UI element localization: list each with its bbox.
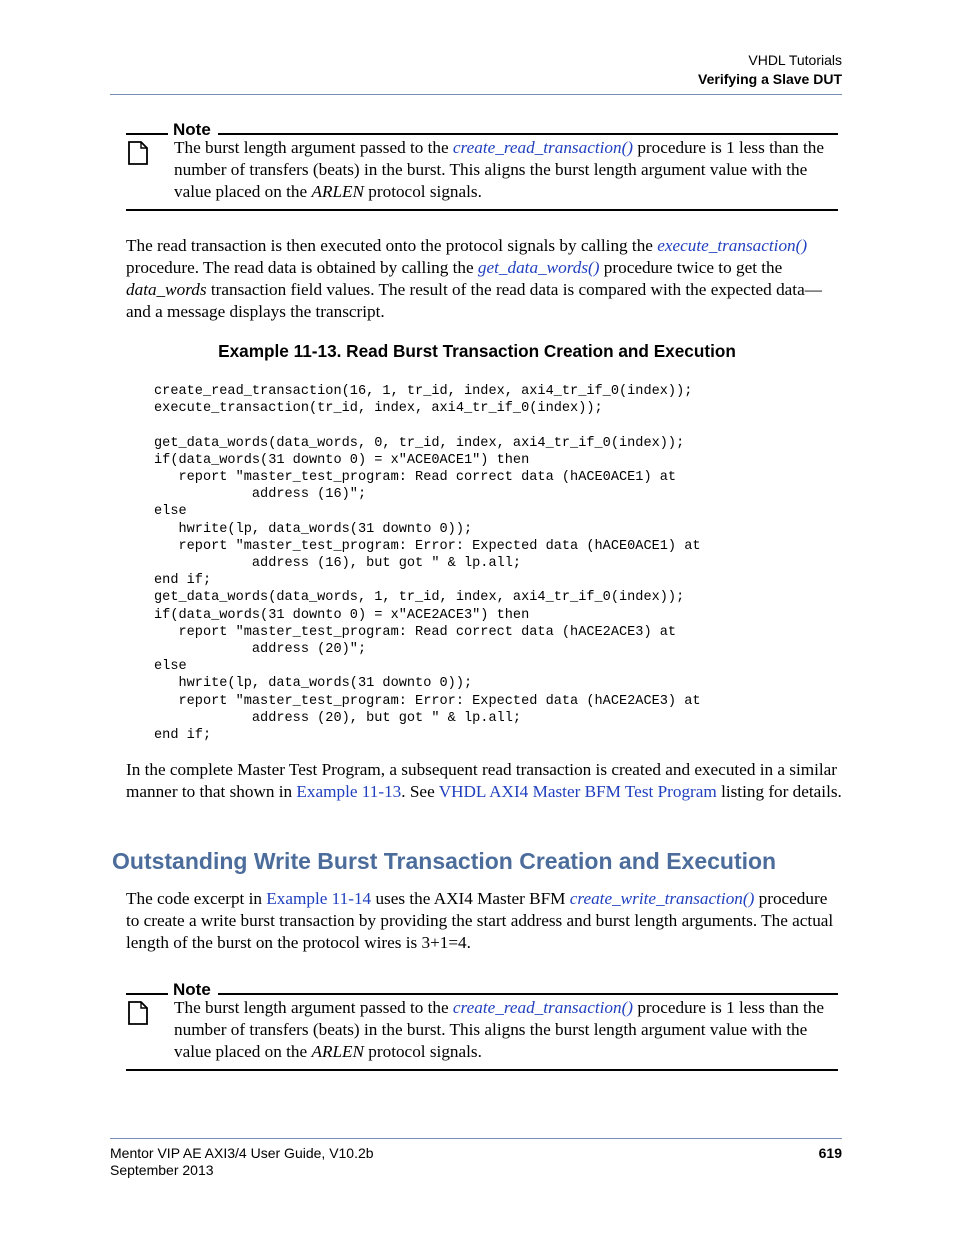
vhdl-axi4-master-bfm-test-program-link[interactable]: VHDL AXI4 Master BFM Test Program <box>438 782 717 801</box>
page-number: 619 <box>818 1145 842 1161</box>
code-listing: create_read_transaction(16, 1, tr_id, index, axi4_tr_if_0(index)); execute_transaction(tr_id, index, axi4_tr_if_0(index)); get_data_words(data_words, 0, tr_id, index, axi4_tr_if_0(index)); if(data_words(31 downto 0) = x"ACE0ACE1") then report "master_test_program: Read correct data (hACE0ACE1) at address (16)"; else hwrite(lp, data_words(31 downto 0)); report "master_test_program: Error: Expected data (hACE0ACE1) at address (16), but got " & lp.all; end if; get_data_words(data_words, 1, tr_id, index, axi4_tr_if_0(index)); if(data_words(31 downto 0) = x"ACE2ACE3") then report "master_test_program: Read correct data (hACE2ACE3) at address (20)"; else hwrite(lp, data_words(31 downto 0)); report "master_test_program: Error: Expected data (hACE2ACE3) at address (20), but got " & lp.all; end if; <box>154 384 701 744</box>
section-heading: Outstanding Write Burst Transaction Creation and Execution <box>112 848 777 874</box>
note-label: Note <box>173 980 211 999</box>
note-text: The burst length argument passed to the create_read_transaction() procedure is 1 less than the number of transfers (beats) in the burst. This aligns the burst length argument value with the value placed on the ARLEN protocol signals. <box>174 998 824 1061</box>
create-read-transaction-link[interactable]: create_read_transaction() <box>452 998 634 1017</box>
note-top-rule <box>126 993 168 995</box>
note-top-rule <box>218 133 838 135</box>
create-read-transaction-link[interactable]: create_read_transaction() <box>452 138 634 157</box>
note-box <box>126 980 838 1073</box>
example-11-13-link[interactable]: Example 11-13 <box>296 782 402 801</box>
get-data-words-link[interactable]: get_data_words() <box>477 258 600 277</box>
body-paragraph: The code excerpt in Example 11-14 uses the AXI4 Master BFM create_write_transaction() procedure to create a write burst transaction by providing the start address and burst length arguments. The actual length of the burst on the protocol wires is 3+1=4. <box>126 889 834 952</box>
note-page-icon <box>128 141 148 165</box>
note-bottom-rule <box>126 209 838 211</box>
running-header-section: Verifying a Slave DUT <box>698 71 842 87</box>
footer-document-title: Mentor VIP AE AXI3/4 User Guide, V10.2b <box>110 1145 374 1161</box>
note-top-rule <box>126 133 168 135</box>
note-top-rule <box>218 993 838 995</box>
footer-divider <box>110 1138 842 1139</box>
example-11-14-link[interactable]: Example 11-14 <box>266 889 372 908</box>
note-box <box>126 120 838 213</box>
footer-date: September 2013 <box>110 1162 214 1178</box>
running-header-chapter: VHDL Tutorials <box>748 52 842 68</box>
execute-transaction-link[interactable]: execute_transaction() <box>657 236 808 255</box>
body-paragraph: The read transaction is then executed onto the protocol signals by calling the execute_transaction() procedure. The read data is obtained by calling the get_data_words() procedure twice to get the data_words transaction field values. The result of the read data is compared with the expected data—and a message displays the transcript. <box>126 236 822 321</box>
create-write-transaction-link[interactable]: create_write_transaction() <box>569 889 755 908</box>
note-text: The burst length argument passed to the create_read_transaction() procedure is 1 less than the number of transfers (beats) in the burst. This aligns the burst length argument value with the value placed on the ARLEN protocol signals. <box>174 138 824 201</box>
body-paragraph: In the complete Master Test Program, a subsequent read transaction is created and executed in a similar manner to that shown in Example 11-13. See VHDL AXI4 Master BFM Test Program listing for details. <box>126 760 842 801</box>
header-divider <box>110 94 842 95</box>
note-label: Note <box>173 120 211 139</box>
note-bottom-rule <box>126 1069 838 1071</box>
example-title: Example 11-13. Read Burst Transaction Creation and Execution <box>218 341 736 361</box>
note-page-icon <box>128 1001 148 1025</box>
